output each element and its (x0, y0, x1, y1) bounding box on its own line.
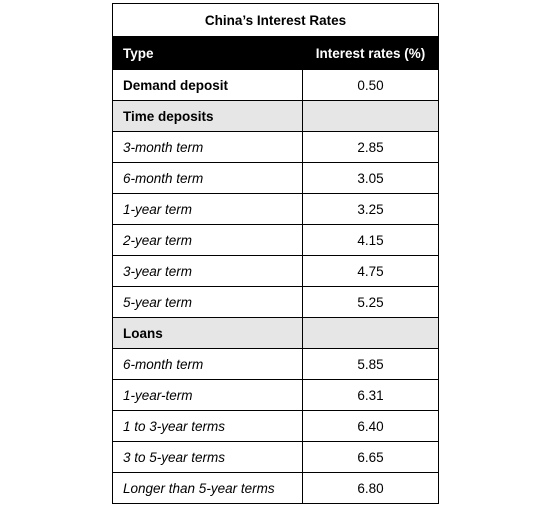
row-label: Demand deposit (113, 70, 303, 101)
table-row (113, 132, 439, 163)
row-label: Longer than 5-year terms (113, 473, 303, 504)
row-rate: 3.05 (303, 163, 439, 194)
table-header-row (113, 37, 439, 70)
row-rate: 6.80 (303, 473, 439, 504)
table-title-row (113, 4, 439, 37)
table-row (113, 194, 439, 225)
row-rate: 3.25 (303, 194, 439, 225)
table-row (113, 225, 439, 256)
section-label: Loans (113, 318, 303, 349)
table-row (113, 256, 439, 287)
table-row (113, 442, 439, 473)
table-title: China’s Interest Rates (113, 4, 439, 37)
row-rate: 5.85 (303, 349, 439, 380)
row-label: 5-year term (113, 287, 303, 318)
interest-rates-table (112, 3, 439, 504)
header-type: Type (113, 37, 303, 70)
section-label: Time deposits (113, 101, 303, 132)
row-rate: 4.75 (303, 256, 439, 287)
demand-deposit-row (113, 70, 439, 101)
section-empty-cell (303, 101, 439, 132)
row-rate: 0.50 (303, 70, 439, 101)
row-label: 3 to 5-year terms (113, 442, 303, 473)
table-row (113, 473, 439, 504)
row-rate: 4.15 (303, 225, 439, 256)
row-label: 1 to 3-year terms (113, 411, 303, 442)
row-label: 3-year term (113, 256, 303, 287)
table-row (113, 380, 439, 411)
table-row (113, 287, 439, 318)
section-time-deposits (113, 101, 439, 132)
row-rate: 5.25 (303, 287, 439, 318)
row-rate: 6.40 (303, 411, 439, 442)
row-label: 6-month term (113, 349, 303, 380)
section-empty-cell (303, 318, 439, 349)
table-row (113, 163, 439, 194)
row-rate: 2.85 (303, 132, 439, 163)
row-label: 2-year term (113, 225, 303, 256)
table-row (113, 349, 439, 380)
row-label: 3-month term (113, 132, 303, 163)
row-label: 1-year-term (113, 380, 303, 411)
row-label: 6-month term (113, 163, 303, 194)
section-loans (113, 318, 439, 349)
row-rate: 6.31 (303, 380, 439, 411)
row-label: 1-year term (113, 194, 303, 225)
header-interest-rate: Interest rates (%) (303, 37, 439, 70)
table-row (113, 411, 439, 442)
row-rate: 6.65 (303, 442, 439, 473)
